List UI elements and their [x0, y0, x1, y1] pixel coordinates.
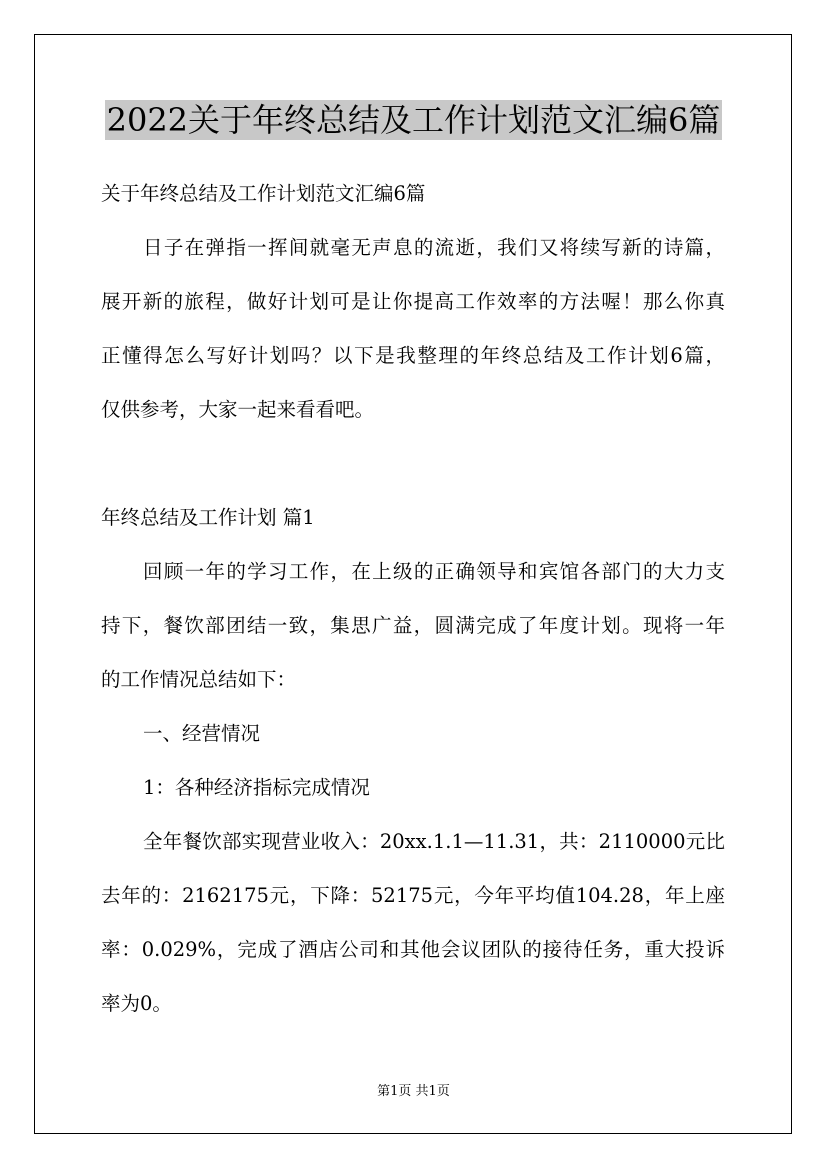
subtitle: 关于年终总结及工作计划范文汇编6篇	[101, 182, 426, 205]
paragraph-line: 的工作情况总结如下：	[101, 668, 297, 691]
paragraph-line: 回顾一年的学习工作，在上级的正确领导和宾馆各部门的大力支	[143, 560, 725, 583]
paragraph-line: 率为0。	[101, 992, 172, 1015]
page-footer: 第1页 共1页	[377, 1084, 450, 1099]
title-container	[0, 100, 827, 140]
intro-line-3: 正懂得怎么写好计划吗？以下是我整理的年终总结及工作计划6篇，	[101, 344, 725, 367]
paragraph-line: 去年的：2162175元，下降：52175元，今年平均值104.28，年上座	[101, 884, 725, 907]
intro-line-4: 仅供参考，大家一起来看看吧。	[101, 398, 375, 421]
paragraph-line: 持下，餐饮部团结一致，集思广益，圆满完成了年度计划。现将一年	[101, 614, 725, 637]
intro-line-2: 展开新的旅程，做好计划可是让你提高工作效率的方法喔！那么你真	[101, 290, 725, 313]
subheading-operations: 一、经营情况	[143, 722, 261, 745]
subheading-indicators: 1：各种经济指标完成情况	[143, 776, 370, 799]
document-title: 2022关于年终总结及工作计划范文汇编6篇	[106, 101, 721, 139]
section-heading: 年终总结及工作计划 篇1	[101, 506, 315, 529]
paragraph-line: 率：0.029%，完成了酒店公司和其他会议团队的接待任务，重大投诉	[101, 938, 725, 961]
paragraph-line: 全年餐饮部实现营业收入：20xx.1.1—11.31，共：2110000元比	[143, 830, 725, 853]
intro-line-1: 日子在弹指一挥间就毫无声息的流逝，我们又将续写新的诗篇，	[143, 236, 725, 259]
